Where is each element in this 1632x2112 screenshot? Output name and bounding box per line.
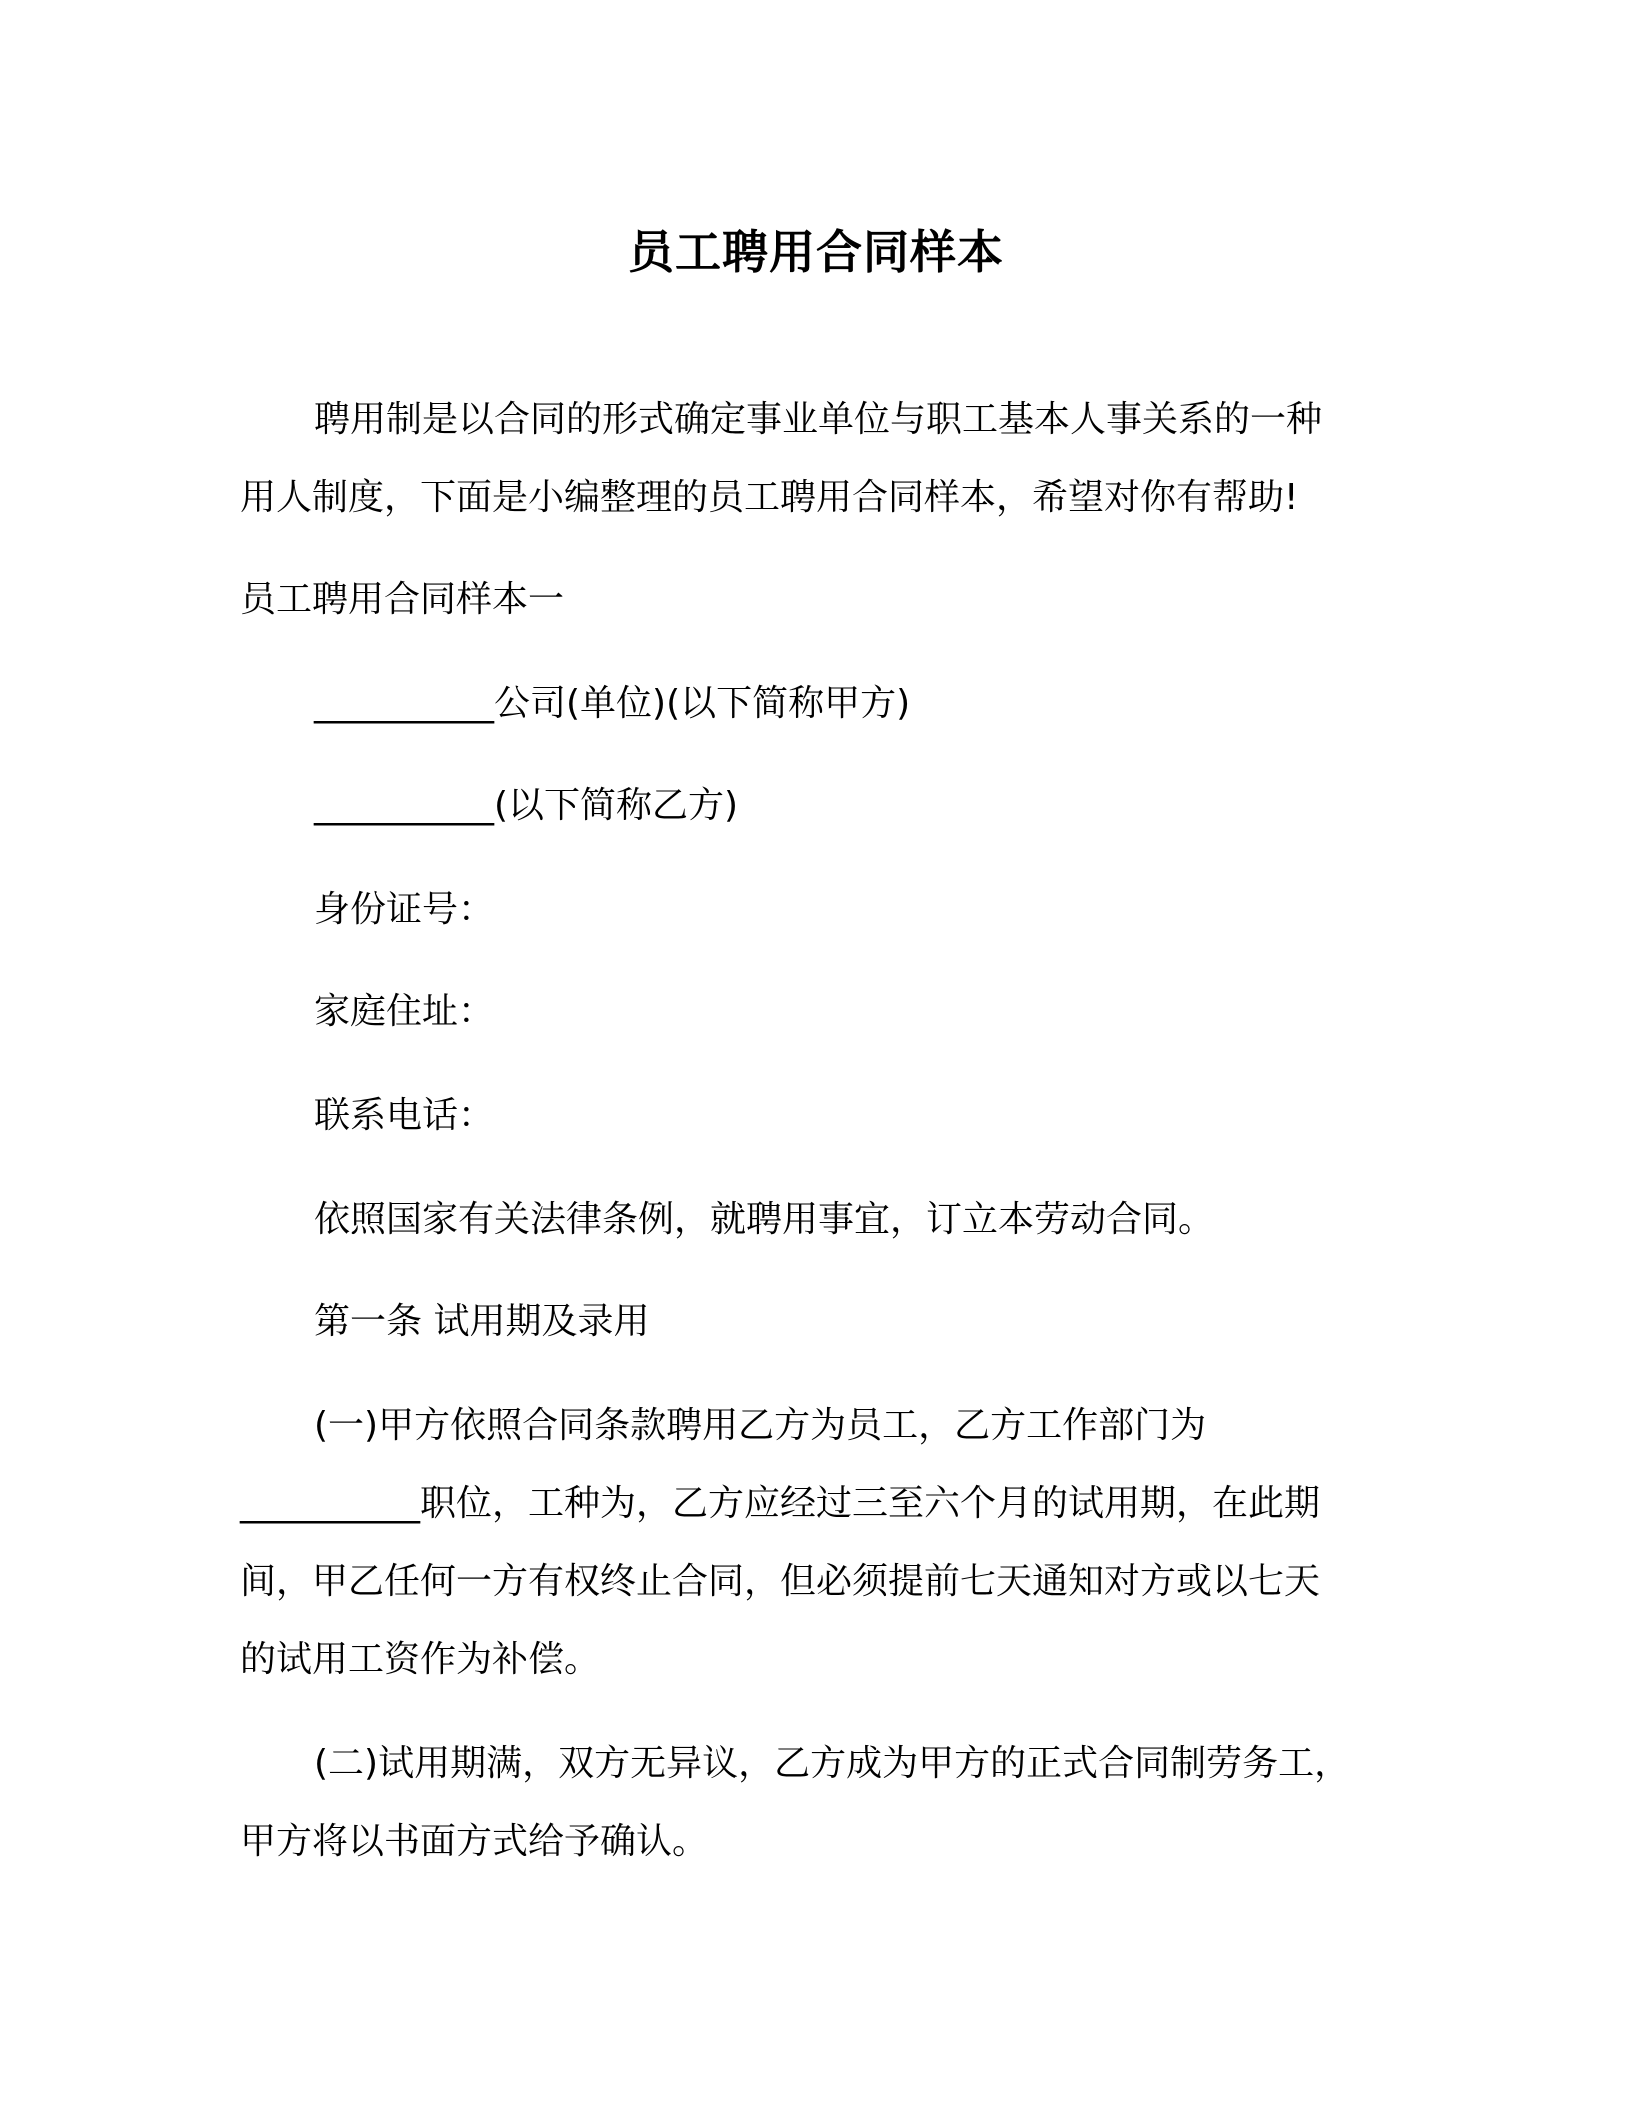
phone-label: 联系电话： bbox=[314, 1095, 495, 1136]
intro-paragraph-line-1: 聘用制是以合同的形式确定事业单位与职工基本人事关系的一种 bbox=[314, 399, 1323, 440]
id-number-label: 身份证号： bbox=[314, 889, 495, 930]
clause-2-line-1: (二)试用期满，双方无异议，乙方成为甲方的正式合同制劳务工， bbox=[314, 1743, 1351, 1784]
party-b-line: __________(以下简称乙方) bbox=[314, 785, 739, 826]
article-1-heading: 第一条 试用期及录用 bbox=[314, 1301, 650, 1342]
clause-2-line-2: 甲方将以书面方式给予确认。 bbox=[240, 1821, 709, 1862]
clause-1-line-1: (一)甲方依照合同条款聘用乙方为员工，乙方工作部门为 bbox=[314, 1405, 1207, 1446]
home-address-label: 家庭住址： bbox=[314, 991, 495, 1032]
document-title: 员工聘用合同样本 bbox=[628, 225, 1004, 279]
clause-1-line-3: 间，甲乙任何一方有权终止合同，但必须提前七天通知对方或以七天 bbox=[240, 1561, 1321, 1602]
clause-1-line-2: __________职位，工种为，乙方应经过三至六个月的试用期，在此期 bbox=[240, 1483, 1321, 1524]
contract-basis-line: 依照国家有关法律条例，就聘用事宜，订立本劳动合同。 bbox=[314, 1199, 1215, 1240]
clause-1-line-4: 的试用工资作为补偿。 bbox=[240, 1639, 601, 1680]
intro-paragraph-line-2: 用人制度，下面是小编整理的员工聘用合同样本，希望对你有帮助! bbox=[240, 477, 1299, 518]
section-heading: 员工聘用合同样本一 bbox=[240, 579, 565, 620]
party-a-line: __________公司(单位)(以下简称甲方) bbox=[314, 683, 911, 724]
